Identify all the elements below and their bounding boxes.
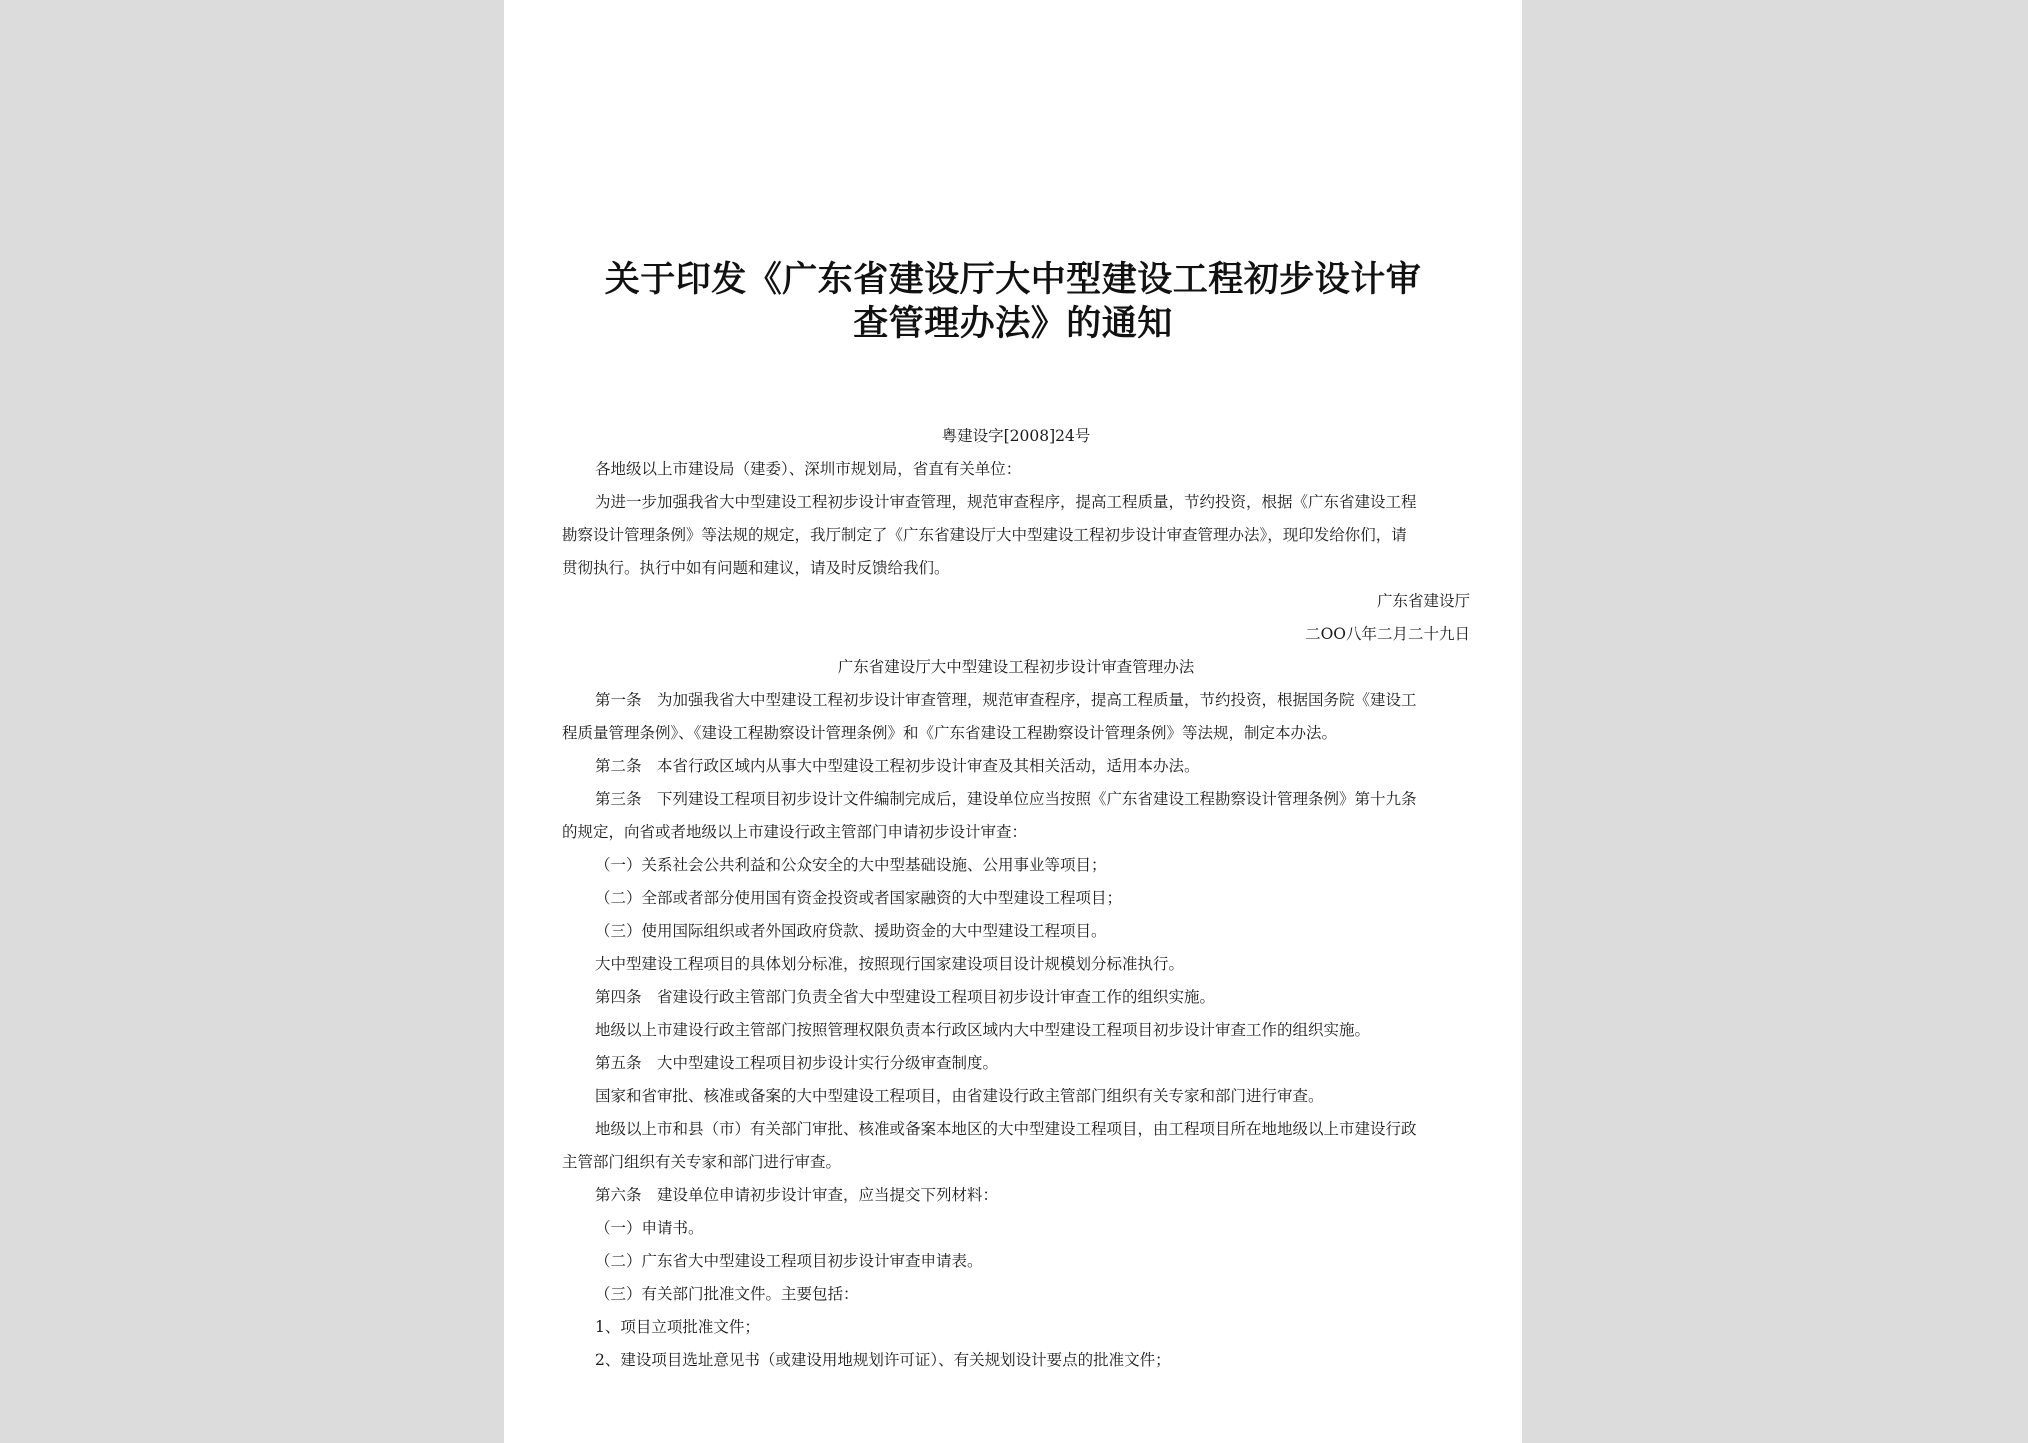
- article-3-line-2: 的规定，向省或者地级以上市建设行政主管部门申请初步设计审查：: [562, 823, 1028, 841]
- intro-line-1: 为进一步加强我省大中型建设工程初步设计审查管理，规范审查程序，提高工程质量，节约投资，根据《广东省建设工程: [595, 493, 1417, 511]
- article-5-note-2-line-1: 地级以上市和县（市）有关部门审批、核准或备案本地区的大中型建设工程项目，由工程项目所在地地级以上市建设行政: [595, 1120, 1417, 1138]
- issue-date: 二OO八年二月二十九日: [1305, 625, 1470, 643]
- article-1-line-1: 第一条 为加强我省大中型建设工程初步设计审查管理，规范审查程序，提高工程质量，节约投资，根据国务院《建设工: [595, 691, 1417, 709]
- rules-title: 广东省建设厅大中型建设工程初步设计审查管理办法: [837, 658, 1195, 676]
- document-page: [504, 0, 1522, 1443]
- article-3-item-3: （三）使用国际组织或者外国政府贷款、援助资金的大中型建设工程项目。: [595, 922, 1107, 940]
- issuer: 广东省建设厅: [1376, 592, 1470, 610]
- article-6-sub-1: 1、项目立项批准文件；: [595, 1318, 760, 1336]
- article-3-item-2: （二）全部或者部分使用国有资金投资或者国家融资的大中型建设工程项目；: [595, 889, 1123, 907]
- article-6-item-2: （二）广东省大中型建设工程项目初步设计审查申请表。: [595, 1252, 983, 1270]
- article-1-line-2: 程质量管理条例》、《建设工程勘察设计管理条例》和《广东省建设工程勘察设计管理条例》等法规，制定本办法。: [562, 724, 1338, 742]
- article-5: 第五条 大中型建设工程项目初步设计实行分级审查制度。: [595, 1054, 999, 1072]
- article-3-item-1: （一）关系社会公共利益和公众安全的大中型基础设施、公用事业等项目；: [595, 856, 1107, 874]
- document-body: [562, 420, 1470, 1377]
- article-6-item-1: （一）申请书。: [595, 1219, 704, 1237]
- article-5-note-1: 国家和省审批、核准或备案的大中型建设工程项目，由省建设行政主管部门组织有关专家和部门进行审查。: [595, 1087, 1324, 1105]
- article-6-item-3: （三）有关部门批准文件。主要包括：: [595, 1285, 859, 1303]
- article-3-note: 大中型建设工程项目的具体划分标准，按照现行国家建设项目设计规模划分标准执行。: [595, 955, 1185, 973]
- article-6-sub-2: 2、建设项目选址意见书（或建设用地规划许可证）、有关规划设计要点的批准文件；: [595, 1351, 1171, 1369]
- addressee: 各地级以上市建设局（建委）、深圳市规划局，省直有关单位：: [595, 460, 1022, 478]
- document-title: [564, 258, 1462, 346]
- article-6: 第六条 建设单位申请初步设计审查，应当提交下列材料：: [595, 1186, 999, 1204]
- article-4: 第四条 省建设行政主管部门负责全省大中型建设工程项目初步设计审查工作的组织实施。: [595, 988, 1216, 1006]
- article-2: 第二条 本省行政区域内从事大中型建设工程初步设计审查及其相关活动，适用本办法。: [595, 757, 1200, 775]
- title-line-2: 查管理办法》的通知: [853, 304, 1173, 344]
- intro-line-2: 勘察设计管理条例》等法规的规定，我厅制定了《广东省建设厅大中型建设工程初步设计审查管理办法》，现印发给你们，请: [562, 526, 1407, 544]
- article-3-line-1: 第三条 下列建设工程项目初步设计文件编制完成后，建设单位应当按照《广东省建设工程勘察设计管理条例》第十九条: [595, 790, 1417, 808]
- article-5-note-2-line-2: 主管部门组织有关专家和部门进行审查。: [562, 1153, 842, 1171]
- doc-number: 粤建设字[2008]24号: [941, 427, 1091, 445]
- article-4-note: 地级以上市建设行政主管部门按照管理权限负责本行政区域内大中型建设工程项目初步设计审查工作的组织实施。: [595, 1021, 1371, 1039]
- title-line-1: 关于印发《广东省建设厅大中型建设工程初步设计审: [604, 260, 1422, 300]
- intro-line-3: 贯彻执行。执行中如有问题和建议，请及时反馈给我们。: [562, 559, 950, 577]
